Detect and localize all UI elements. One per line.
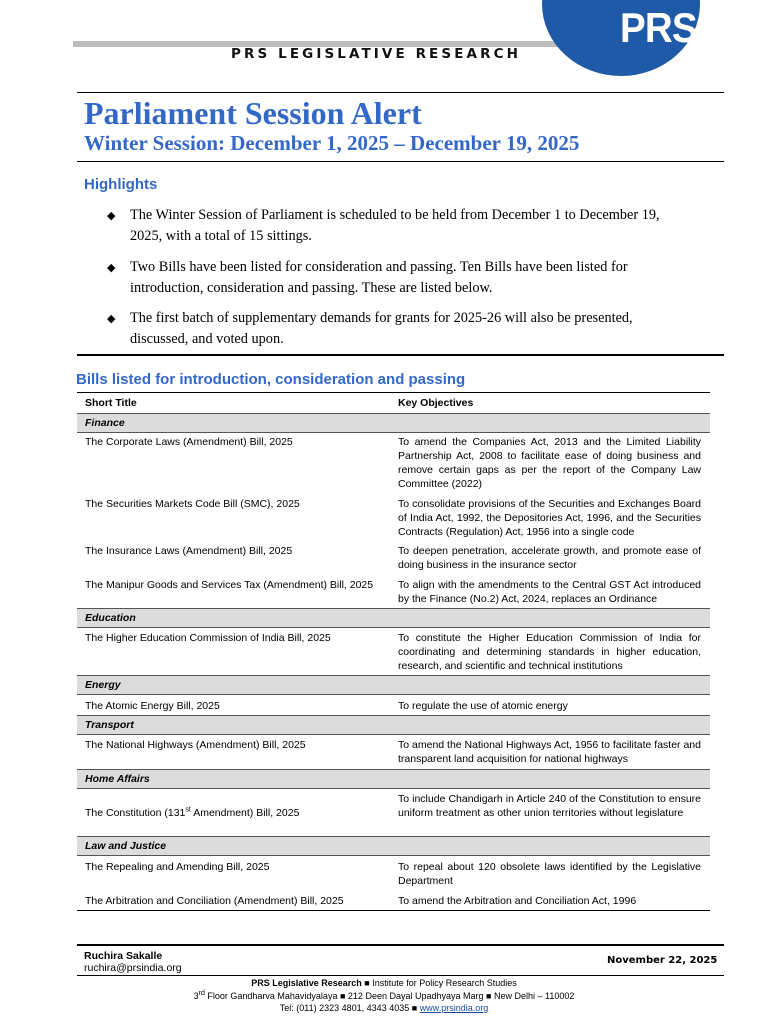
bill-objective: To include Chandigarh in Article 240 of the Constitution to ensure uniform treatment as other union territories without legislature	[398, 793, 701, 819]
floor-superscript: rd	[198, 990, 205, 997]
footer-org-line	[0, 978, 768, 988]
bill-title: The Insurance Laws (Amendment) Bill, 2025	[85, 545, 293, 557]
bill-title-part: Amendment) Bill, 2025	[190, 807, 300, 819]
footer-separator: ■	[339, 991, 346, 1001]
bill-objective: To amend the Arbitration and Conciliation Act, 1996	[398, 895, 637, 907]
bills-table	[77, 392, 710, 912]
title-rule	[77, 161, 724, 162]
footer-institute: Institute for Policy Research Studies	[372, 978, 517, 988]
highlight-item: The first batch of supplementary demands for grants for 2025-26 will also be presented, discussed, and voted upon.	[130, 310, 633, 347]
footer-rule	[77, 975, 724, 976]
category-row-finance	[77, 413, 710, 433]
org-name: PRS LEGISLATIVE RESEARCH	[231, 46, 521, 62]
bill-title	[85, 806, 385, 820]
bill-objective: To align with the amendments to the Central GST Act introduced by the Finance (No.2) Act, 2024, replaces an Ordinance	[398, 579, 701, 605]
bill-objective: To constitute the Higher Education Commission of India for coordinating and determining standards in higher education, research, and scientific and technical institutions	[398, 632, 701, 672]
bill-title: The Corporate Laws (Amendment) Bill, 2025	[85, 436, 293, 448]
floor-number: 3	[193, 991, 199, 1001]
prs-logo-text: PRS	[620, 4, 697, 51]
category-row-education	[77, 608, 710, 628]
footer-address-street: 212 Deen Dayal Upadhyaya Marg	[347, 991, 484, 1001]
highlights-heading: Highlights	[84, 176, 158, 193]
bullet-icon: ◆	[107, 313, 116, 325]
bullet-icon: ◆	[107, 262, 116, 274]
bill-title: The Repealing and Amending Bill, 2025	[85, 861, 270, 873]
category-row-transport	[77, 715, 710, 735]
bill-objective: To consolidate provisions of the Securities and Exchanges Board of India Act, 1992, the Depositories Act, 1996, and the Securities Contracts (Regulation) Act, 1956 into a single code	[398, 498, 701, 538]
publication-date: November 22, 2025	[607, 955, 718, 966]
category-row-home-affairs	[77, 769, 710, 789]
highlight-item: Two Bills have been listed for consideration and passing. Ten Bills have been listed for introduction, consideration and passing. These are listed below.	[130, 259, 628, 296]
category-label: Transport	[85, 719, 134, 731]
bullet-icon: ◆	[107, 210, 116, 222]
category-row-law-justice	[77, 836, 710, 856]
footer-address-line	[0, 991, 768, 1001]
column-header-key-objectives: Key Objectives	[398, 397, 474, 409]
highlight-item: The Winter Session of Parliament is scheduled to be held from December 1 to December 19, 2025, with a total of 15 sittings.	[130, 207, 660, 244]
category-label: Finance	[85, 417, 125, 429]
author-name: Ruchira Sakalle	[84, 950, 163, 962]
bill-title: The Arbitration and Conciliation (Amendment) Bill, 2025	[85, 895, 344, 907]
bill-title-superscript: st	[185, 806, 191, 814]
category-label: Energy	[85, 679, 121, 691]
highlights-rule	[77, 354, 724, 356]
footer-top-rule	[77, 944, 724, 946]
bills-heading: Bills listed for introduction, consideration and passing	[76, 371, 466, 388]
footer-contact-line	[0, 1003, 768, 1013]
footer-separator: ■	[364, 978, 370, 988]
bill-title: The Higher Education Commission of India Bill, 2025	[85, 632, 331, 644]
category-label: Law and Justice	[85, 840, 167, 852]
category-label: Home Affairs	[85, 773, 150, 785]
footer-separator: ■	[486, 991, 492, 1001]
header-rule	[77, 92, 724, 93]
footer-address-floor	[194, 991, 338, 1001]
page-subtitle: Winter Session: December 1, 2025 – December 19, 2025	[84, 131, 580, 155]
page-title: Parliament Session Alert	[84, 95, 422, 131]
bill-objective: To regulate the use of atomic energy	[398, 700, 568, 712]
bill-title: The Securities Markets Code Bill (SMC), 2025	[85, 498, 300, 510]
category-label: Education	[85, 612, 136, 624]
table-top-rule	[77, 392, 710, 393]
bill-title: The Manipur Goods and Services Tax (Amendment) Bill, 2025	[85, 579, 374, 591]
footer-separator: ■	[411, 1003, 418, 1013]
footer-org-name: PRS Legislative Research	[251, 978, 362, 988]
footer-telephone: Tel: (011) 2323 4801, 4343 4035	[279, 1003, 410, 1013]
bill-objective: To deepen penetration, accelerate growth, and promote ease of doing business in the insurance sector	[398, 545, 701, 571]
table-bottom-rule	[77, 910, 710, 911]
bill-title: The National Highways (Amendment) Bill, 2025	[85, 739, 306, 751]
author-email: ruchira@prsindia.org	[84, 962, 182, 974]
floor-building: Floor Gandharva Mahavidyalaya	[204, 991, 338, 1001]
bill-objective: To amend the Companies Act, 2013 and the Limited Liability Partnership Act, 2008 to facilitate ease of doing business and remove certain gaps as per the report of the Company Law Committee (2022)	[398, 436, 701, 490]
column-header-short-title: Short Title	[85, 397, 137, 409]
bill-title: The Atomic Energy Bill, 2025	[85, 700, 220, 712]
footer-address-city: New Delhi – 110002	[493, 991, 575, 1001]
bill-objective: To amend the National Highways Act, 1956 to facilitate faster and transparent land acquisition for national highways	[398, 739, 701, 765]
bill-title-part: The Constitution (131	[85, 807, 186, 819]
bill-objective: To repeal about 120 obsolete laws identified by the Legislative Department	[398, 861, 701, 887]
website-link[interactable]: www.prsindia.org	[419, 1003, 489, 1013]
category-row-energy	[77, 675, 710, 695]
